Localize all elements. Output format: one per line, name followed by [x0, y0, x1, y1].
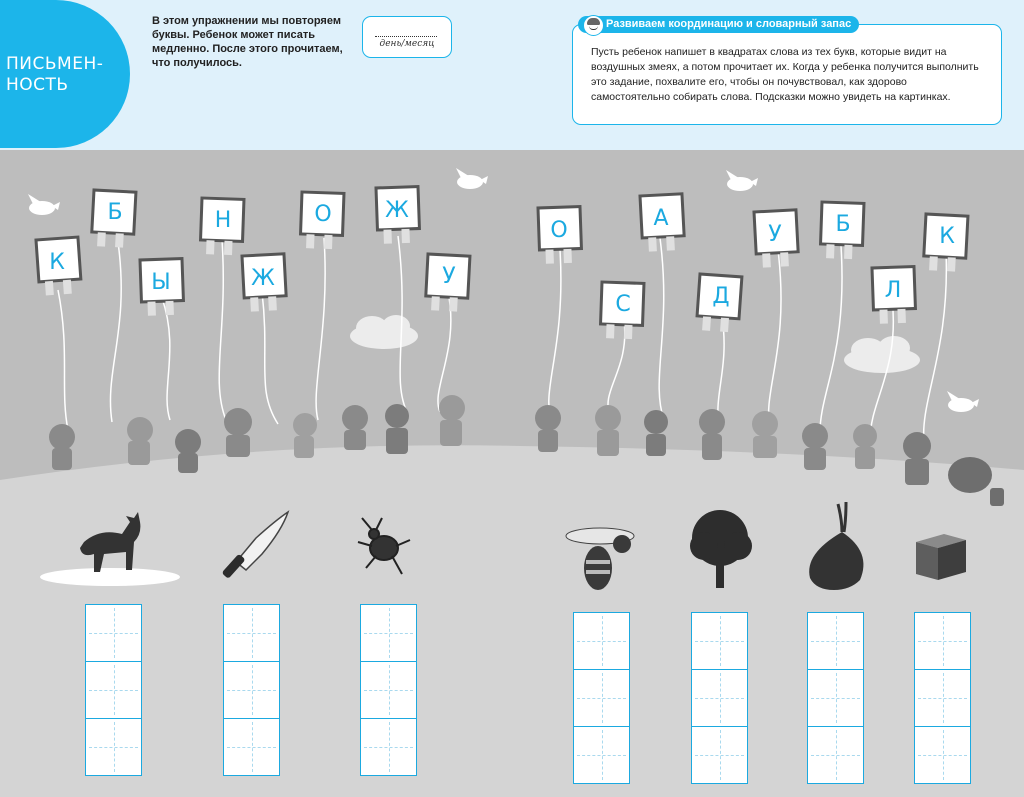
kite-letter: Н [214, 208, 232, 233]
cloud-icon [844, 336, 920, 373]
kite-letter: Б [835, 212, 851, 237]
section-title-line2: НОСТЬ [6, 75, 69, 95]
answer-cell[interactable] [223, 661, 280, 719]
answer-cell[interactable] [223, 604, 280, 662]
scene-illustration [0, 150, 1024, 797]
bird-icon [28, 194, 60, 215]
answer-cell[interactable] [914, 669, 971, 727]
answer-cell[interactable] [85, 604, 142, 662]
kite-strings [58, 232, 946, 442]
answer-cell[interactable] [573, 669, 630, 727]
kite-letter: Л [884, 278, 902, 303]
child-face-icon [583, 15, 604, 36]
answer-cell[interactable] [360, 604, 417, 662]
section-title-line1: ПИСЬМЕН- [6, 54, 104, 74]
answer-cell[interactable] [573, 726, 630, 784]
date-line [375, 36, 437, 37]
kite-letter: О [314, 202, 332, 227]
answer-cell[interactable] [807, 669, 864, 727]
section-title [6, 54, 103, 96]
cube-icon [916, 534, 966, 580]
kite-letter: Б [107, 200, 123, 225]
answer-cell[interactable] [85, 661, 142, 719]
cloud-icon [350, 315, 418, 349]
answer-cell[interactable] [914, 726, 971, 784]
bull-shadow [40, 568, 180, 586]
kite-letter: Ы [151, 270, 171, 295]
date-label: день/месяц [379, 39, 435, 49]
answer-cell[interactable] [573, 612, 630, 670]
kite-letter: У [768, 222, 782, 247]
bird-icon [456, 168, 488, 189]
kite-letter: К [49, 250, 65, 275]
answer-cell[interactable] [914, 612, 971, 670]
date-field[interactable] [362, 16, 452, 58]
answer-cell[interactable] [223, 718, 280, 776]
kite-scene [0, 150, 1024, 797]
kite-boxes [36, 187, 968, 340]
answer-cell[interactable] [360, 661, 417, 719]
answer-cell[interactable] [691, 612, 748, 670]
kite-letter: Ж [385, 198, 409, 223]
tip-text: Пусть ребенок напишет в квадратах слова из тех букв, которые видит на воздушных змеях, а потом прочитает их. Когда у ребенка получится выполнить это задание, похвалите его, чтобы он почувствовал, как здорово самостоятельно собирать слова. Подсказки можно увидеть на картинках. [591, 46, 979, 103]
kite-letter: Д [712, 284, 730, 309]
answer-cell[interactable] [807, 726, 864, 784]
kite-letter: О [550, 218, 568, 243]
kite-letter: К [939, 224, 955, 249]
bird-icon [726, 170, 758, 191]
intro-text: В этом упражнении мы повторяем буквы. Ребенок может писать медленно. После этого прочитаем, что получилось. [152, 15, 343, 69]
kite-letter: С [615, 292, 631, 317]
kite-letter: А [653, 206, 669, 231]
section-badge [0, 0, 130, 148]
ground [0, 445, 1024, 797]
answer-cell[interactable] [360, 718, 417, 776]
bird-icon [947, 391, 979, 412]
answer-cell[interactable] [85, 718, 142, 776]
answer-cell[interactable] [691, 726, 748, 784]
answer-cell[interactable] [691, 669, 748, 727]
kite-letter: Ж [251, 266, 275, 291]
answer-cell[interactable] [807, 612, 864, 670]
tip-title: Развиваем координацию и словарный запас [578, 16, 859, 33]
kite-letter: У [442, 264, 456, 289]
worksheet-header [0, 0, 1024, 150]
